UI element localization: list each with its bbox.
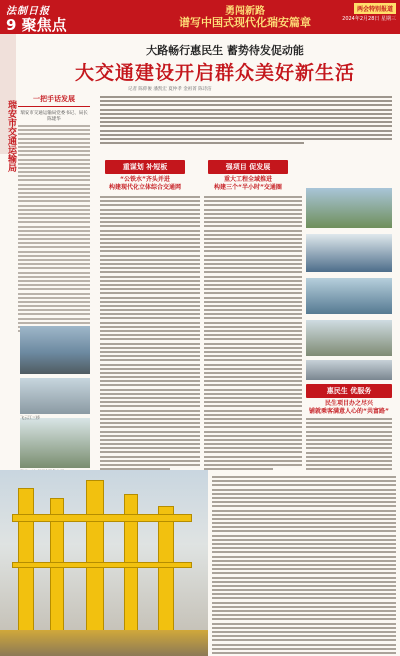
issue-date: 2024年2月28日 星期三 xyxy=(342,16,396,22)
section-sub-3: 民生项目办之尽兴 铺就乘客满意人心的“共富路” xyxy=(309,400,389,415)
sidebar-column xyxy=(18,94,90,324)
photo-bridge-2 xyxy=(306,278,392,314)
section-head-1: 重谋划 补短板 xyxy=(105,160,185,174)
caption-photo-2: 飞云江三桥 xyxy=(20,415,40,420)
photo-road xyxy=(306,360,392,380)
intro-paragraph xyxy=(100,96,392,152)
banner-line-2: 谱写中国式现代化瑞安篇章 xyxy=(179,16,311,29)
bottom-right-text-block xyxy=(208,470,400,656)
banner-line-1: 勇闯新路 xyxy=(225,6,265,17)
photo-station xyxy=(20,326,90,374)
column-1-text xyxy=(100,196,200,470)
photo-station-2 xyxy=(306,320,392,356)
ground xyxy=(0,630,208,656)
crane-tower-5 xyxy=(158,506,174,638)
section-sub-1: “公铁水”齐头并进 构建现代化立体综合交通网 xyxy=(108,176,181,191)
photo-port xyxy=(306,188,392,228)
photo-highway xyxy=(306,234,392,272)
column-2-text xyxy=(204,196,302,470)
crane-beam-2 xyxy=(12,562,192,568)
sidebar-subtitle: 瑞安市交通运输局党委书记、局长 陈建华 xyxy=(20,111,88,122)
masthead xyxy=(0,0,400,34)
crane-beam-1 xyxy=(12,514,192,522)
sidebar-title: 一把手话发展 xyxy=(18,94,90,107)
section-head-3: 惠民生 优服务 xyxy=(306,384,392,398)
side-label: 瑞安市交通运输局 xyxy=(6,100,16,172)
newspaper-logo: 法制日报 xyxy=(6,6,50,17)
special-report-tag: 两会特别报道 xyxy=(354,3,396,14)
photo-bridge xyxy=(20,378,90,414)
byline: 记者 陈仰俊 潘凯宏 夏仲孝 金祖菁 陈诗洁 xyxy=(128,87,212,92)
photo-service-hall xyxy=(20,418,90,468)
section-sub-2: 重大工程全域推进 构建三个“半小时”交通圈 xyxy=(214,176,282,191)
section-title: 9 聚焦点 xyxy=(6,16,67,34)
sidebar-text xyxy=(18,125,90,332)
crane-tower-3 xyxy=(86,480,104,638)
main-headline: 大交通建设开启群众美好新生活 xyxy=(74,62,355,84)
kicker-headline: 大路畅行惠民生 蓄势待发促动能 xyxy=(146,44,304,57)
section-head-2: 强项目 促发展 xyxy=(208,160,288,174)
